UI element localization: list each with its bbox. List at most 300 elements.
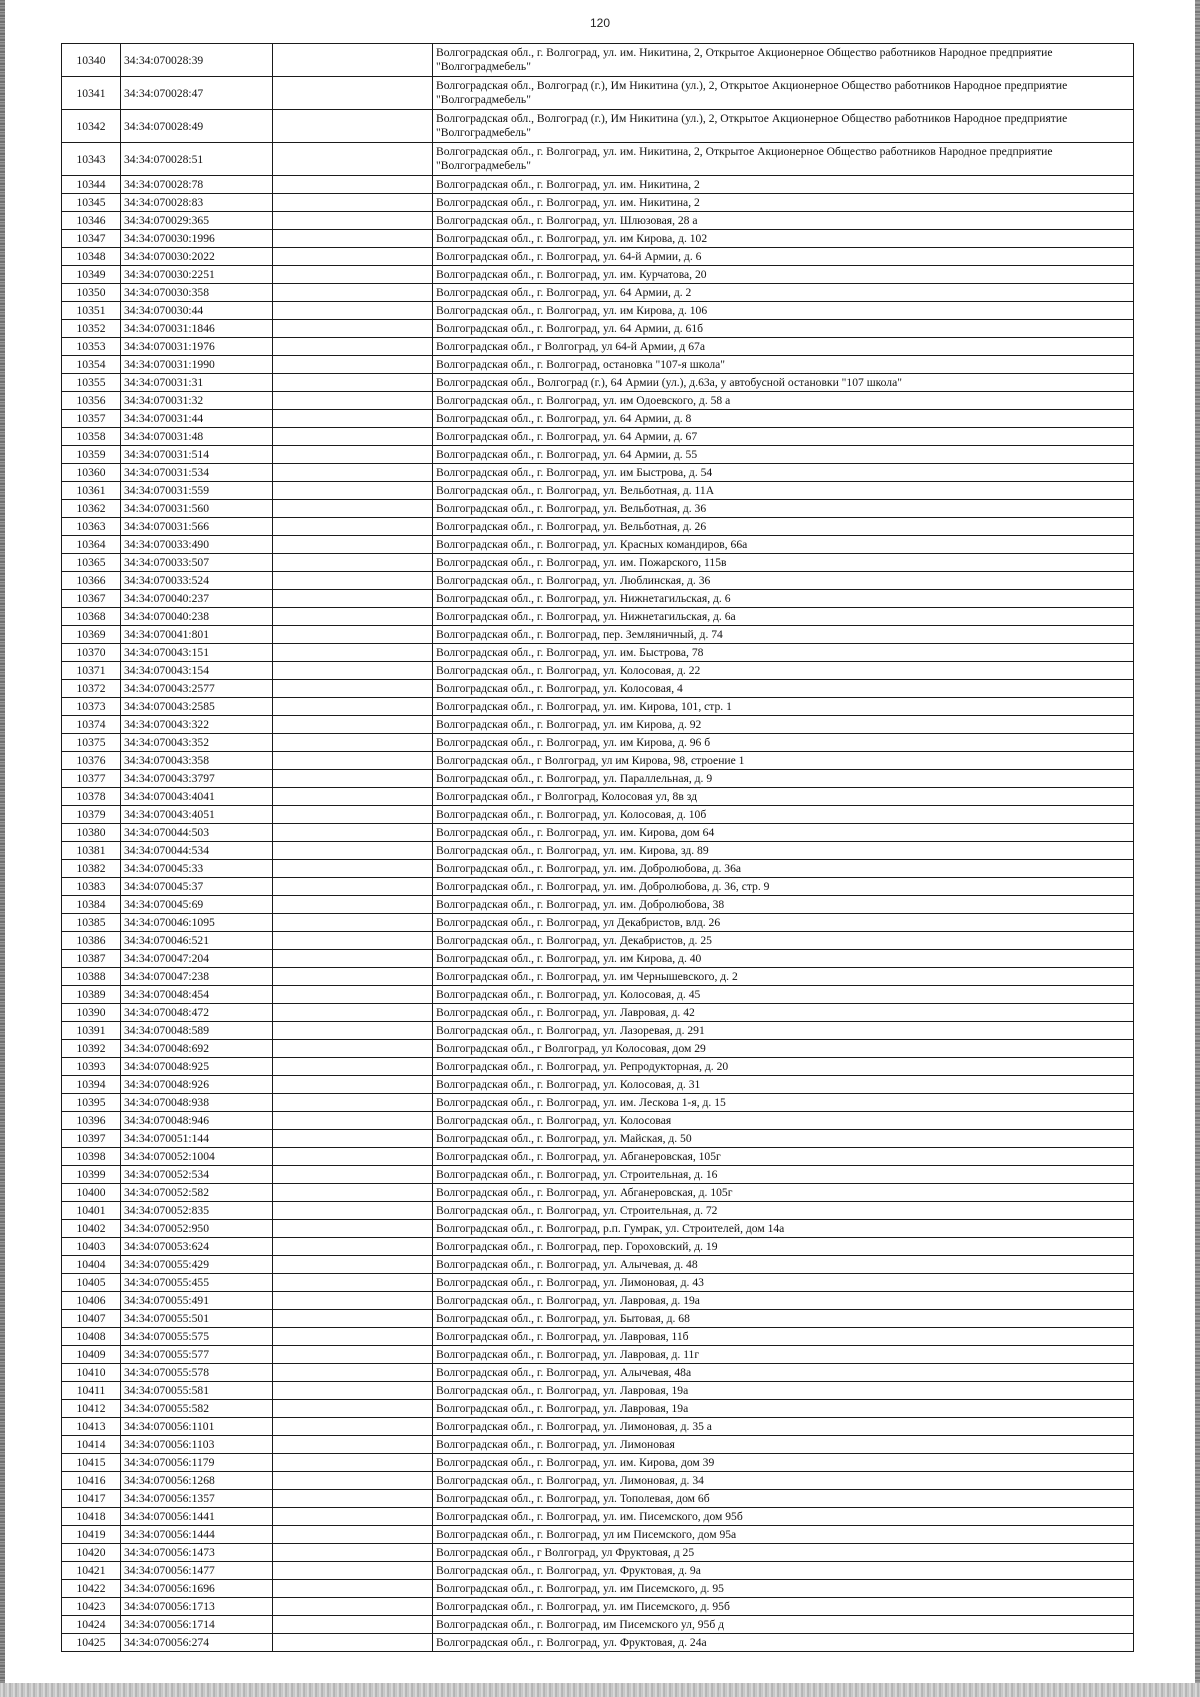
table-row (62, 932, 1134, 950)
empty-cell (273, 1220, 433, 1238)
cadastral-number: 34:34:070056:1101 (121, 1418, 273, 1436)
address: Волгоградская обл., г Волгоград, Колосовая ул, 8в зд (433, 788, 1134, 806)
row-number: 10418 (62, 1508, 121, 1526)
page-number: 120 (589, 16, 611, 30)
empty-cell (273, 110, 433, 143)
table-row (62, 110, 1134, 143)
address: Волгоградская обл., г. Волгоград, ул. 64 Армии, д. 61б (433, 320, 1134, 338)
address: Волгоградская обл., г. Волгоград, ул. им Чернышевского, д. 2 (433, 968, 1134, 986)
table-row (62, 1616, 1134, 1634)
table-row (62, 770, 1134, 788)
table-row (62, 1634, 1134, 1652)
address: Волгоградская обл., г. Волгоград, ул. Строительная, д. 72 (433, 1202, 1134, 1220)
table-row (62, 1202, 1134, 1220)
row-number: 10349 (62, 266, 121, 284)
cadastral-number: 34:34:070052:835 (121, 1202, 273, 1220)
address: Волгоградская обл., г. Волгоград, ул. Люблинская, д. 36 (433, 572, 1134, 590)
row-number: 10407 (62, 1310, 121, 1328)
cadastral-number: 34:34:070055:429 (121, 1256, 273, 1274)
row-number: 10347 (62, 230, 121, 248)
row-number: 10386 (62, 932, 121, 950)
empty-cell (273, 716, 433, 734)
address: Волгоградская обл., г. Волгоград, ул. им. Кирова, дом 64 (433, 824, 1134, 842)
empty-cell (273, 482, 433, 500)
row-number: 10425 (62, 1634, 121, 1652)
row-number: 10396 (62, 1112, 121, 1130)
row-number: 10353 (62, 338, 121, 356)
cadastral-number: 34:34:070033:524 (121, 572, 273, 590)
empty-cell (273, 1148, 433, 1166)
table-row (62, 824, 1134, 842)
address: Волгоградская обл., г. Волгоград, ул. им Писемского, д. 95б (433, 1598, 1134, 1616)
address: Волгоградская обл., г. Волгоград, ул. им Кирова, д. 92 (433, 716, 1134, 734)
row-number: 10342 (62, 110, 121, 143)
cadastral-number: 34:34:070043:2577 (121, 680, 273, 698)
cadastral-number: 34:34:070056:1441 (121, 1508, 273, 1526)
row-number: 10419 (62, 1526, 121, 1544)
table-row (62, 1346, 1134, 1364)
address: Волгоградская обл., г. Волгоград, ул. им. Никитина, 2 (433, 176, 1134, 194)
empty-cell (273, 806, 433, 824)
cadastral-number: 34:34:070045:33 (121, 860, 273, 878)
cadastral-number: 34:34:070031:44 (121, 410, 273, 428)
empty-cell (273, 590, 433, 608)
empty-cell (273, 1436, 433, 1454)
address: Волгоградская обл., г. Волгоград, ул. Лимоновая (433, 1436, 1134, 1454)
table-row (62, 1328, 1134, 1346)
registry-table (61, 43, 1134, 1652)
address: Волгоградская обл., г. Волгоград, ул им Писемского, дом 95а (433, 1526, 1134, 1544)
table-row (62, 230, 1134, 248)
address: Волгоградская обл., г. Волгоград, ул Декабристов, влд. 26 (433, 914, 1134, 932)
cadastral-number: 34:34:070055:582 (121, 1400, 273, 1418)
empty-cell (273, 518, 433, 536)
cadastral-number: 34:34:070046:521 (121, 932, 273, 950)
address: Волгоградская обл., г. Волгоград, ул. Тополевая, дом 6б (433, 1490, 1134, 1508)
cadastral-number: 34:34:070043:2585 (121, 698, 273, 716)
empty-cell (273, 698, 433, 716)
cadastral-number: 34:34:070033:507 (121, 554, 273, 572)
address: Волгоградская обл., г. Волгоград, ул. Лимоновая, д. 35 а (433, 1418, 1134, 1436)
empty-cell (273, 1346, 433, 1364)
address: Волгоградская обл., Волгоград (г.), 64 Армии (ул.), д.63а, у автобусной остановки "107 школа" (433, 374, 1134, 392)
table-row (62, 788, 1134, 806)
cadastral-number: 34:34:070056:1473 (121, 1544, 273, 1562)
table-row (62, 266, 1134, 284)
cadastral-number: 34:34:070045:37 (121, 878, 273, 896)
empty-cell (273, 446, 433, 464)
address: Волгоградская обл., г. Волгоград, ул. Вельботная, д. 36 (433, 500, 1134, 518)
address: Волгоградская обл., г. Волгоград, ул. Лазоревая, д. 291 (433, 1022, 1134, 1040)
empty-cell (273, 1040, 433, 1058)
table-row (62, 1382, 1134, 1400)
table-row (62, 212, 1134, 230)
empty-cell (273, 644, 433, 662)
empty-cell (273, 1364, 433, 1382)
cadastral-number: 34:34:070052:950 (121, 1220, 273, 1238)
row-number: 10360 (62, 464, 121, 482)
row-number: 10369 (62, 626, 121, 644)
row-number: 10389 (62, 986, 121, 1004)
row-number: 10363 (62, 518, 121, 536)
cadastral-number: 34:34:070052:1004 (121, 1148, 273, 1166)
cadastral-number: 34:34:070044:534 (121, 842, 273, 860)
row-number: 10403 (62, 1238, 121, 1256)
row-number: 10391 (62, 1022, 121, 1040)
table-row (62, 752, 1134, 770)
row-number: 10405 (62, 1274, 121, 1292)
cadastral-number: 34:34:070056:1713 (121, 1598, 273, 1616)
row-number: 10351 (62, 302, 121, 320)
cadastral-number: 34:34:070031:1976 (121, 338, 273, 356)
row-number: 10416 (62, 1472, 121, 1490)
table-row (62, 176, 1134, 194)
empty-cell (273, 572, 433, 590)
table-row (62, 482, 1134, 500)
row-number: 10411 (62, 1382, 121, 1400)
empty-cell (273, 1238, 433, 1256)
cadastral-number: 34:34:070043:4041 (121, 788, 273, 806)
table-row (62, 392, 1134, 410)
empty-cell (273, 1454, 433, 1472)
row-number: 10381 (62, 842, 121, 860)
empty-cell (273, 932, 433, 950)
row-number: 10355 (62, 374, 121, 392)
table-row (62, 1436, 1134, 1454)
table-row (62, 536, 1134, 554)
row-number: 10366 (62, 572, 121, 590)
row-number: 10384 (62, 896, 121, 914)
address: Волгоградская обл., г. Волгоград, ул. Колосовая (433, 1112, 1134, 1130)
address: Волгоградская обл., г. Волгоград, ул. Колосовая, 4 (433, 680, 1134, 698)
cadastral-number: 34:34:070043:4051 (121, 806, 273, 824)
row-number: 10358 (62, 428, 121, 446)
scan-edge-left (0, 0, 5, 1697)
table-row (62, 1058, 1134, 1076)
empty-cell (273, 626, 433, 644)
address: Волгоградская обл., г. Волгоград, ул. Вельботная, д. 11А (433, 482, 1134, 500)
cadastral-number: 34:34:070044:503 (121, 824, 273, 842)
empty-cell (273, 302, 433, 320)
address: Волгоградская обл., г. Волгоград, ул. им. Кирова, дом 39 (433, 1454, 1134, 1472)
table-row (62, 1364, 1134, 1382)
row-number: 10385 (62, 914, 121, 932)
row-number: 10406 (62, 1292, 121, 1310)
address: Волгоградская обл., г. Волгоград, ул. Майская, д. 50 (433, 1130, 1134, 1148)
table-row (62, 1274, 1134, 1292)
row-number: 10343 (62, 143, 121, 176)
address: Волгоградская обл., г. Волгоград, ул. Шлюзовая, 28 а (433, 212, 1134, 230)
cadastral-number: 34:34:070043:3797 (121, 770, 273, 788)
empty-cell (273, 464, 433, 482)
row-number: 10368 (62, 608, 121, 626)
table-row (62, 1040, 1134, 1058)
row-number: 10370 (62, 644, 121, 662)
empty-cell (273, 1544, 433, 1562)
empty-cell (273, 878, 433, 896)
row-number: 10364 (62, 536, 121, 554)
empty-cell (273, 500, 433, 518)
empty-cell (273, 1112, 433, 1130)
empty-cell (273, 338, 433, 356)
table-row (62, 1490, 1134, 1508)
row-number: 10408 (62, 1328, 121, 1346)
row-number: 10374 (62, 716, 121, 734)
empty-cell (273, 1580, 433, 1598)
empty-cell (273, 320, 433, 338)
cadastral-number: 34:34:070055:575 (121, 1328, 273, 1346)
empty-cell (273, 536, 433, 554)
address: Волгоградская обл., г. Волгоград, ул. Фруктовая, д. 9а (433, 1562, 1134, 1580)
address: Волгоградская обл., г. Волгоград, ул. им. Добролюбова, 38 (433, 896, 1134, 914)
empty-cell (273, 1292, 433, 1310)
address: Волгоградская обл., г. Волгоград, ул. Декабристов, д. 25 (433, 932, 1134, 950)
cadastral-number: 34:34:070031:566 (121, 518, 273, 536)
table-row (62, 320, 1134, 338)
cadastral-number: 34:34:070028:39 (121, 44, 273, 77)
empty-cell (273, 1076, 433, 1094)
cadastral-number: 34:34:070051:144 (121, 1130, 273, 1148)
address: Волгоградская обл., г. Волгоград, ул. Колосовая, д. 45 (433, 986, 1134, 1004)
address: Волгоградская обл., г. Волгоград, ул. Колосовая, д. 10б (433, 806, 1134, 824)
table-row (62, 356, 1134, 374)
cadastral-number: 34:34:070031:32 (121, 392, 273, 410)
address: Волгоградская обл., г. Волгоград, ул. им Писемского, д. 95 (433, 1580, 1134, 1598)
cadastral-number: 34:34:070056:274 (121, 1634, 273, 1652)
empty-cell (273, 1274, 433, 1292)
row-number: 10420 (62, 1544, 121, 1562)
row-number: 10424 (62, 1616, 121, 1634)
row-number: 10346 (62, 212, 121, 230)
row-number: 10421 (62, 1562, 121, 1580)
table-row (62, 500, 1134, 518)
address: Волгоградская обл., г. Волгоград, ул. Алычевая, 48а (433, 1364, 1134, 1382)
table-row (62, 1022, 1134, 1040)
row-number: 10380 (62, 824, 121, 842)
row-number: 10382 (62, 860, 121, 878)
table-row (62, 554, 1134, 572)
row-number: 10401 (62, 1202, 121, 1220)
row-number: 10357 (62, 410, 121, 428)
registry-body (62, 44, 1134, 1652)
table-row (62, 44, 1134, 77)
row-number: 10413 (62, 1418, 121, 1436)
row-number: 10354 (62, 356, 121, 374)
cadastral-number: 34:34:070048:692 (121, 1040, 273, 1058)
address: Волгоградская обл., г. Волгоград, ул. Лимоновая, д. 34 (433, 1472, 1134, 1490)
empty-cell (273, 788, 433, 806)
empty-cell (273, 212, 433, 230)
row-number: 10402 (62, 1220, 121, 1238)
table-row (62, 1418, 1134, 1436)
table-row (62, 1238, 1134, 1256)
empty-cell (273, 1400, 433, 1418)
empty-cell (273, 680, 433, 698)
row-number: 10390 (62, 1004, 121, 1022)
table-row (62, 1094, 1134, 1112)
address: Волгоградская обл., г. Волгоград, ул. Красных командиров, 66а (433, 536, 1134, 554)
cadastral-number: 34:34:070056:1696 (121, 1580, 273, 1598)
address: Волгоградская обл., г. Волгоград, ул. им Кирова, д. 40 (433, 950, 1134, 968)
row-number: 10379 (62, 806, 121, 824)
empty-cell (273, 143, 433, 176)
row-number: 10392 (62, 1040, 121, 1058)
row-number: 10377 (62, 770, 121, 788)
cadastral-number: 34:34:070056:1444 (121, 1526, 273, 1544)
address: Волгоградская обл., г. Волгоград, пер. Земляничный, д. 74 (433, 626, 1134, 644)
table-row (62, 1310, 1134, 1328)
empty-cell (273, 1202, 433, 1220)
table-row (62, 1256, 1134, 1274)
empty-cell (273, 1472, 433, 1490)
row-number: 10352 (62, 320, 121, 338)
table-row (62, 914, 1134, 932)
table-row (62, 662, 1134, 680)
cadastral-number: 34:34:070028:78 (121, 176, 273, 194)
empty-cell (273, 248, 433, 266)
address: Волгоградская обл., г. Волгоград, ул. 64 Армии, д. 67 (433, 428, 1134, 446)
cadastral-number: 34:34:070052:534 (121, 1166, 273, 1184)
row-number: 10365 (62, 554, 121, 572)
address: Волгоградская обл., Волгоград (г.), Им Никитина (ул.), 2, Открытое Акционерное Общество работников Народное предприятие "Волгоградмебель" (433, 110, 1134, 143)
empty-cell (273, 194, 433, 212)
address: Волгоградская обл., г. Волгоград, ул. им Кирова, д. 106 (433, 302, 1134, 320)
cadastral-number: 34:34:070055:455 (121, 1274, 273, 1292)
row-number: 10373 (62, 698, 121, 716)
cadastral-number: 34:34:070041:801 (121, 626, 273, 644)
cadastral-number: 34:34:070055:578 (121, 1364, 273, 1382)
row-number: 10376 (62, 752, 121, 770)
empty-cell (273, 662, 433, 680)
table-row (62, 1508, 1134, 1526)
cadastral-number: 34:34:070043:151 (121, 644, 273, 662)
empty-cell (273, 428, 433, 446)
row-number: 10367 (62, 590, 121, 608)
empty-cell (273, 266, 433, 284)
cadastral-number: 34:34:070043:352 (121, 734, 273, 752)
empty-cell (273, 374, 433, 392)
address: Волгоградская обл., г. Волгоград, ул. Колосовая, д. 22 (433, 662, 1134, 680)
address: Волгоградская обл., г. Волгоград, ул. им. Добролюбова, д. 36а (433, 860, 1134, 878)
cadastral-number: 34:34:070028:83 (121, 194, 273, 212)
address: Волгоградская обл., г. Волгоград, ул. Вельботная, д. 26 (433, 518, 1134, 536)
cadastral-number: 34:34:070031:1990 (121, 356, 273, 374)
empty-cell (273, 77, 433, 110)
scan-edge-right (1195, 0, 1200, 1697)
address: Волгоградская обл., г. Волгоград, ул. им. Писемского, дом 95б (433, 1508, 1134, 1526)
cadastral-number: 34:34:070031:514 (121, 446, 273, 464)
table-row (62, 1220, 1134, 1238)
cadastral-number: 34:34:070043:322 (121, 716, 273, 734)
table-row (62, 1472, 1134, 1490)
empty-cell (273, 1184, 433, 1202)
table-row (62, 374, 1134, 392)
table-row (62, 1004, 1134, 1022)
row-number: 10361 (62, 482, 121, 500)
cadastral-number: 34:34:070055:491 (121, 1292, 273, 1310)
address: Волгоградская обл., г. Волгоград, ул. Нижнетагильская, д. 6а (433, 608, 1134, 626)
cadastral-number: 34:34:070031:560 (121, 500, 273, 518)
cadastral-number: 34:34:070031:534 (121, 464, 273, 482)
empty-cell (273, 914, 433, 932)
cadastral-number: 34:34:070043:154 (121, 662, 273, 680)
empty-cell (273, 1328, 433, 1346)
table-row (62, 1526, 1134, 1544)
row-number: 10362 (62, 500, 121, 518)
address: Волгоградская обл., г. Волгоград, ул. им. Кирова, зд. 89 (433, 842, 1134, 860)
cadastral-number: 34:34:070053:624 (121, 1238, 273, 1256)
table-row (62, 1112, 1134, 1130)
address: Волгоградская обл., г. Волгоград, ул. им. Лескова 1-я, д. 15 (433, 1094, 1134, 1112)
address: Волгоградская обл., г. Волгоград, ул. 64-й Армии, д. 6 (433, 248, 1134, 266)
table-row (62, 950, 1134, 968)
row-number: 10340 (62, 44, 121, 77)
table-row (62, 284, 1134, 302)
cadastral-number: 34:34:070031:559 (121, 482, 273, 500)
row-number: 10388 (62, 968, 121, 986)
cadastral-number: 34:34:070048:946 (121, 1112, 273, 1130)
empty-cell (273, 1130, 433, 1148)
cadastral-number: 34:34:070046:1095 (121, 914, 273, 932)
cadastral-number: 34:34:070030:358 (121, 284, 273, 302)
address: Волгоградская обл., г. Волгоград, ул. им Быстрова, д. 54 (433, 464, 1134, 482)
empty-cell (273, 1634, 433, 1652)
table-row (62, 680, 1134, 698)
row-number: 10417 (62, 1490, 121, 1508)
cadastral-number: 34:34:070040:237 (121, 590, 273, 608)
table-row (62, 428, 1134, 446)
row-number: 10356 (62, 392, 121, 410)
address: Волгоградская обл., г. Волгоград, ул. им. Кирова, 101, стр. 1 (433, 698, 1134, 716)
table-row (62, 1076, 1134, 1094)
table-row (62, 734, 1134, 752)
empty-cell (273, 554, 433, 572)
cadastral-number: 34:34:070052:582 (121, 1184, 273, 1202)
row-number: 10378 (62, 788, 121, 806)
cadastral-number: 34:34:070033:490 (121, 536, 273, 554)
address: Волгоградская обл., г. Волгоград, ул. им. Добролюбова, д. 36, стр. 9 (433, 878, 1134, 896)
address: Волгоградская обл., г. Волгоград, ул. им Одоевского, д. 58 а (433, 392, 1134, 410)
table-row (62, 464, 1134, 482)
row-number: 10344 (62, 176, 121, 194)
empty-cell (273, 1616, 433, 1634)
empty-cell (273, 860, 433, 878)
address: Волгоградская обл., г. Волгоград, остановка "107-я школа" (433, 356, 1134, 374)
cadastral-number: 34:34:070029:365 (121, 212, 273, 230)
empty-cell (273, 356, 433, 374)
address: Волгоградская обл., г. Волгоград, ул. Колосовая, д. 31 (433, 1076, 1134, 1094)
address: Волгоградская обл., г. Волгоград, р.п. Гумрак, ул. Строителей, дом 14а (433, 1220, 1134, 1238)
address: Волгоградская обл., г. Волгоград, ул. Лавровая, 11б (433, 1328, 1134, 1346)
empty-cell (273, 950, 433, 968)
table-row (62, 590, 1134, 608)
table-row (62, 77, 1134, 110)
table-row (62, 626, 1134, 644)
table-row (62, 446, 1134, 464)
empty-cell (273, 1382, 433, 1400)
empty-cell (273, 176, 433, 194)
empty-cell (273, 1022, 433, 1040)
row-number: 10422 (62, 1580, 121, 1598)
address: Волгоградская обл., г. Волгоград, ул. им Кирова, д. 96 б (433, 734, 1134, 752)
empty-cell (273, 1526, 433, 1544)
cadastral-number: 34:34:070043:358 (121, 752, 273, 770)
cadastral-number: 34:34:070047:204 (121, 950, 273, 968)
address: Волгоградская обл., г. Волгоград, ул. Бытовая, д. 68 (433, 1310, 1134, 1328)
empty-cell (273, 608, 433, 626)
table-row (62, 1292, 1134, 1310)
address: Волгоградская обл., г. Волгоград, ул. им. Пожарского, 115в (433, 554, 1134, 572)
